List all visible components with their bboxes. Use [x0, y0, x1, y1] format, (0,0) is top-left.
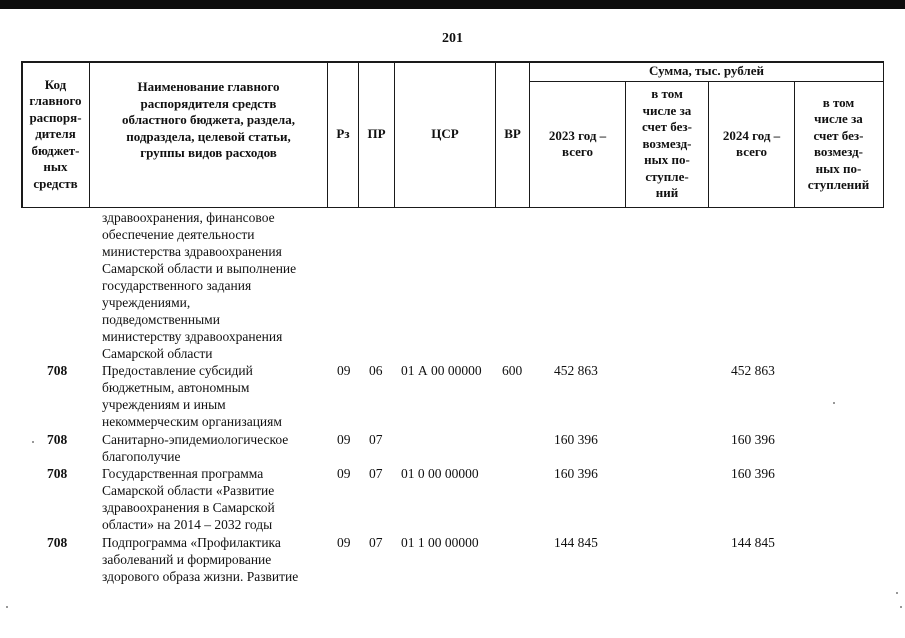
- row-rz: 09: [337, 535, 351, 550]
- row-sum-2024: 160 396: [731, 432, 775, 447]
- row-rz: 09: [337, 432, 351, 447]
- table-row: здравоохранения, финансовое обеспечение деятельности министерства здравоохранения Самарской области и выполнение государственного задания учреждениями, подведомственными министерству здравоохранения Самарской области: [102, 210, 297, 361]
- row-name: Государственная программа Самарской области «Развитие здравоохранения в Самарской области» на 2014 – 2032 годы: [102, 466, 275, 532]
- scan-speck: [900, 606, 902, 608]
- row-csr: 01 А 00 00000: [401, 363, 482, 378]
- row-sum-2023: 144 845: [554, 535, 598, 550]
- header-2023-incl: в том числе за счет без- возмезд- ных по- ступле- ний: [642, 86, 692, 201]
- row-sum-2024: 452 863: [731, 363, 775, 378]
- row-sum-2023: 160 396: [554, 466, 598, 481]
- row-csr: 01 0 00 00000: [401, 466, 479, 481]
- row-pr: 06: [369, 363, 383, 378]
- row-sum-2023: 452 863: [554, 363, 598, 378]
- row-pr: 07: [369, 466, 383, 481]
- header-2023-total: 2023 год – всего: [548, 127, 607, 159]
- scan-speck: [32, 441, 34, 443]
- row-name: Предоставление субсидий бюджетным, автономным учреждениям и иным некоммерческим организациям: [102, 363, 282, 429]
- header-pr: ПР: [367, 126, 386, 142]
- row-vr: 600: [502, 363, 523, 378]
- header-vr: ВР: [504, 126, 521, 142]
- header-code: Код главного распоря- дителя бюджет- ных средств: [29, 76, 82, 191]
- row-sum-2024: 160 396: [731, 466, 775, 481]
- row-pr: 07: [369, 432, 383, 447]
- row-csr: 01 1 00 00000: [401, 535, 479, 550]
- row-name: Санитарно-эпидемиологическое благополучие: [102, 432, 289, 464]
- scan-speck: [896, 592, 898, 594]
- row-rz: 09: [337, 466, 351, 481]
- row-code: 708: [47, 535, 68, 550]
- page-number: 201: [442, 31, 463, 46]
- row-code: 708: [47, 466, 68, 481]
- row-rz: 09: [337, 363, 351, 378]
- header-name: Наименование главного распорядителя средств областного бюджета, раздела, подраздела, целевой статьи, группы видов расходов: [122, 79, 295, 161]
- scan-speck: [6, 606, 8, 608]
- row-code: 708: [47, 363, 68, 378]
- row-sum-2023: 160 396: [554, 432, 598, 447]
- row-sum-2024: 144 845: [731, 535, 775, 550]
- header-2024-incl: в том числе за счет без- возмезд- ных по- ступлений: [807, 94, 870, 192]
- header-sum: Сумма, тыс. рублей: [649, 63, 764, 79]
- row-code: 708: [47, 432, 68, 447]
- header-rz: Рз: [336, 126, 350, 142]
- header-csr: ЦСР: [431, 126, 459, 142]
- row-pr: 07: [369, 535, 383, 550]
- header-2024-total: 2024 год – всего: [722, 127, 781, 159]
- scan-speck: [833, 402, 835, 404]
- row-name: Подпрограмма «Профилактика заболеваний и формирование здорового образа жизни. Развитие: [102, 535, 299, 584]
